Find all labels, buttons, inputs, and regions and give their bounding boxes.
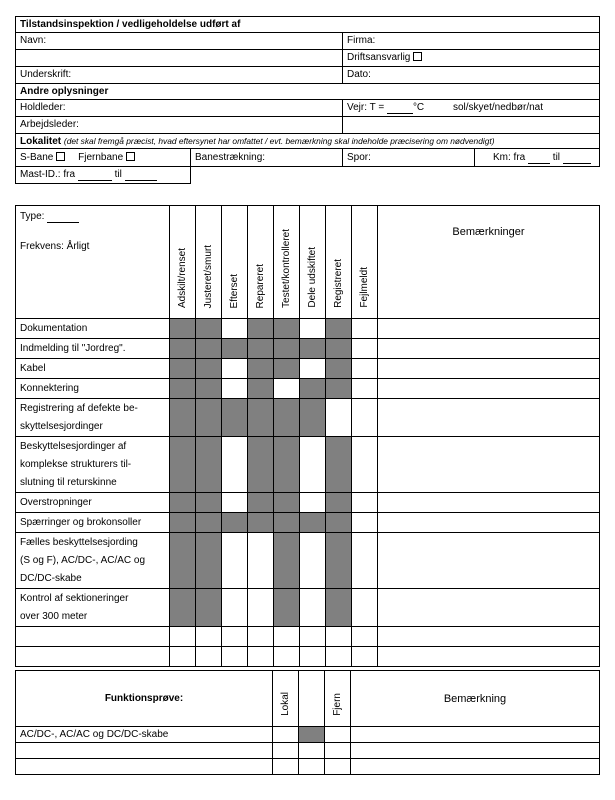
track-section-field[interactable]: [191, 149, 343, 167]
check-cell: [170, 513, 196, 533]
task-label-line: komplekse strukturers til-: [20, 458, 132, 470]
check-cell[interactable]: [196, 647, 222, 667]
check-cell[interactable]: [274, 379, 300, 399]
check-cell[interactable]: [352, 513, 378, 533]
check-cell[interactable]: [326, 647, 352, 667]
locality-label: Lokalitet: [20, 135, 62, 147]
remarks-cell[interactable]: [378, 589, 600, 627]
check-cell: [326, 359, 352, 379]
table-row: [16, 513, 600, 533]
check-cell: [248, 513, 274, 533]
task-label-line: slutning til returskinne: [20, 476, 117, 488]
task-label-cell: [16, 339, 170, 359]
task-label-cell: [16, 533, 170, 589]
function-test-label: [16, 743, 273, 759]
check-cell[interactable]: [299, 759, 325, 775]
column-header-label: Efterset: [228, 273, 240, 308]
task-label-line: Overstropninger: [20, 496, 92, 508]
function-test-header-row: [16, 671, 600, 727]
check-cell[interactable]: [248, 627, 274, 647]
check-cell[interactable]: [222, 319, 248, 339]
table-row: [16, 743, 600, 759]
team-leader-field[interactable]: [16, 100, 343, 117]
check-cell: [170, 533, 196, 589]
task-label-line: Dokumentation: [20, 322, 88, 334]
km-from-label: Km: fra: [493, 151, 526, 163]
table-row: [16, 759, 600, 775]
task-label-cell: [16, 399, 170, 437]
check-cell[interactable]: [300, 493, 326, 513]
check-cell: [248, 437, 274, 493]
function-test-table: [15, 670, 600, 775]
form-title: Tilstandsinspektion / vedligeholdelse udført af: [16, 17, 600, 33]
column-header-label: Testet/kontrolleret: [280, 229, 292, 308]
remarks-cell[interactable]: [351, 759, 600, 775]
operations-responsible-checkbox[interactable]: [413, 52, 422, 61]
check-cell[interactable]: [274, 647, 300, 667]
task-label-cell: [16, 319, 170, 339]
check-cell[interactable]: [325, 743, 351, 759]
task-label-cell: [16, 627, 170, 647]
check-cell: [300, 399, 326, 437]
s-bane-checkbox[interactable]: [56, 152, 65, 161]
function-remarks-header: Bemærkning: [351, 671, 600, 727]
remarks-header: Bemærkninger: [378, 206, 600, 319]
s-bane-label: S-Bane: [20, 151, 54, 163]
check-cell[interactable]: [300, 437, 326, 493]
remarks-cell[interactable]: [351, 743, 600, 759]
check-cell: [274, 513, 300, 533]
locality-note: (det skal fremgå præcist, hvad eftersynet har omfattet / evt. bemærkning skal indeholde præcisering om nødvendigt): [63, 135, 495, 146]
track-label: Spor:: [347, 151, 371, 163]
check-cell[interactable]: [300, 359, 326, 379]
check-cell: [222, 339, 248, 359]
check-cell: [274, 319, 300, 339]
table-row: [16, 359, 600, 379]
track-field[interactable]: [343, 149, 475, 167]
check-cell[interactable]: [326, 627, 352, 647]
check-cell[interactable]: [273, 727, 299, 743]
check-cell[interactable]: [248, 533, 274, 589]
check-cell[interactable]: [352, 647, 378, 667]
check-cell[interactable]: [352, 437, 378, 493]
work-manager-field-right[interactable]: [343, 117, 600, 134]
task-label-cell: [16, 647, 170, 667]
check-cell: [170, 319, 196, 339]
table-row: [16, 493, 600, 513]
date-field[interactable]: [343, 67, 600, 84]
check-cell: [248, 359, 274, 379]
check-cell[interactable]: [352, 359, 378, 379]
remarks-cell[interactable]: [378, 627, 600, 647]
track-section-label: Banestrækning:: [195, 151, 266, 163]
mast-to-blank[interactable]: [125, 171, 157, 181]
table-row: [16, 589, 600, 627]
task-label-line: Spærringer og brokonsoller: [20, 516, 142, 528]
remarks-cell[interactable]: [378, 533, 600, 589]
lokal-label: Lokal: [279, 692, 291, 716]
check-cell: [222, 399, 248, 437]
check-cell[interactable]: [299, 743, 325, 759]
task-label-cell: [16, 437, 170, 493]
remarks-cell[interactable]: [378, 437, 600, 493]
check-cell[interactable]: [352, 493, 378, 513]
check-cell[interactable]: [300, 589, 326, 627]
date-label: Dato:: [347, 69, 371, 80]
remarks-cell[interactable]: [378, 339, 600, 359]
km-from-blank[interactable]: [528, 154, 550, 164]
temperature-blank[interactable]: [387, 104, 413, 114]
table-row: [16, 379, 600, 399]
check-cell[interactable]: [222, 493, 248, 513]
weather-field[interactable]: [343, 100, 600, 117]
other-info-title: Andre oplysninger: [16, 84, 600, 100]
check-cell: [300, 513, 326, 533]
check-cell[interactable]: [300, 533, 326, 589]
check-cell: [170, 359, 196, 379]
task-label-cell: [16, 513, 170, 533]
km-field[interactable]: [475, 149, 600, 167]
inspection-header-form: [15, 16, 600, 184]
table-row: [16, 627, 600, 647]
task-label-cell: [16, 493, 170, 513]
check-cell[interactable]: [248, 589, 274, 627]
check-cell: [196, 379, 222, 399]
check-cell: [170, 339, 196, 359]
remarks-cell[interactable]: [378, 399, 600, 437]
check-cell: [170, 379, 196, 399]
column-header-label: Repareret: [254, 263, 266, 308]
task-label-line: Beskyttelsesjordinger af: [20, 440, 127, 452]
work-manager-field[interactable]: [16, 117, 343, 134]
remarks-cell[interactable]: [378, 513, 600, 533]
team-leader-label: Holdleder:: [20, 102, 66, 113]
column-header-label: Justeret/smurt: [202, 244, 214, 308]
task-label-line: Registrering af defekte be-: [20, 402, 138, 414]
remarks-cell[interactable]: [378, 319, 600, 339]
railway-type-field: [16, 149, 191, 167]
column-header-label: Adskilt/renset: [176, 247, 188, 308]
check-cell: [196, 589, 222, 627]
check-cell: [170, 399, 196, 437]
check-cell[interactable]: [196, 627, 222, 647]
task-label-line: over 300 meter: [20, 610, 88, 622]
remarks-cell[interactable]: [351, 727, 600, 743]
check-cell[interactable]: [222, 359, 248, 379]
check-cell: [196, 533, 222, 589]
fjern-label: Fjern: [331, 693, 343, 716]
name-label: Navn:: [20, 35, 47, 46]
table-row: [16, 727, 600, 743]
company-label: Firma:: [347, 35, 376, 46]
remarks-cell[interactable]: [378, 379, 600, 399]
col-header-spacer: [299, 671, 325, 727]
operations-responsible-label: Driftsansvarlig: [347, 52, 411, 63]
mast-from-blank[interactable]: [78, 171, 112, 181]
check-cell[interactable]: [352, 319, 378, 339]
check-cell: [274, 493, 300, 513]
task-label-line: skyttelsesjordinger: [20, 420, 103, 432]
table-row: [16, 437, 600, 493]
check-cell[interactable]: [352, 589, 378, 627]
fjernbane-checkbox[interactable]: [126, 152, 135, 161]
check-cell: [196, 399, 222, 437]
check-cell[interactable]: [274, 627, 300, 647]
check-cell[interactable]: [325, 759, 351, 775]
check-cell[interactable]: [300, 627, 326, 647]
check-cell: [248, 319, 274, 339]
col-header-lokal: [273, 671, 299, 727]
check-cell: [248, 493, 274, 513]
task-label-cell: [16, 359, 170, 379]
check-cell[interactable]: [300, 319, 326, 339]
check-cell: [274, 533, 300, 589]
check-cell[interactable]: [222, 437, 248, 493]
check-cell: [326, 437, 352, 493]
task-label-line: Kontrol af sektioneringer: [20, 592, 129, 604]
check-cell: [196, 319, 222, 339]
inspection-checklist-table: [15, 205, 600, 667]
col-header-1: [170, 206, 196, 319]
signature-label: Underskrift:: [20, 69, 72, 80]
check-cell: [300, 379, 326, 399]
task-label-line: DC/DC-skabe: [20, 572, 82, 584]
fjernbane-label: Fjernbane: [78, 151, 124, 163]
weather-options: sol/skyet/nedbør/nat: [452, 102, 543, 113]
check-cell[interactable]: [170, 647, 196, 667]
km-to-label: til: [552, 151, 561, 163]
operations-responsible-field: [343, 50, 600, 67]
check-cell[interactable]: [352, 339, 378, 359]
remarks-cell[interactable]: [378, 647, 600, 667]
col-header-7: [326, 206, 352, 319]
check-cell: [196, 513, 222, 533]
check-cell: [196, 339, 222, 359]
table-row: [16, 339, 600, 359]
function-test-label: AC/DC-, AC/AC og DC/DC-skabe: [16, 727, 273, 743]
check-cell[interactable]: [222, 627, 248, 647]
check-cell: [274, 437, 300, 493]
col-header-4: [248, 206, 274, 319]
check-cell[interactable]: [248, 647, 274, 667]
weather-unit: °C: [412, 102, 425, 113]
remarks-cell[interactable]: [378, 493, 600, 513]
weather-label: Vejr: T =: [347, 102, 385, 113]
check-cell: [196, 437, 222, 493]
check-cell: [326, 319, 352, 339]
mast-to-label: til: [114, 169, 122, 180]
task-label-line: Kabel: [20, 362, 46, 374]
check-cell: [300, 339, 326, 359]
type-blank[interactable]: [47, 213, 79, 223]
work-manager-label: Arbejdsleder:: [20, 119, 79, 130]
check-cell: [274, 399, 300, 437]
check-cell: [248, 379, 274, 399]
company-field[interactable]: [343, 33, 600, 50]
check-cell[interactable]: [352, 399, 378, 437]
col-header-6: [300, 206, 326, 319]
type-frequency-cell: [16, 206, 170, 319]
task-label-line: Indmelding til "Jordreg".: [20, 342, 126, 354]
check-cell[interactable]: [222, 647, 248, 667]
check-cell[interactable]: [273, 743, 299, 759]
column-header-label: Registreret: [332, 259, 344, 308]
table-row: [16, 319, 600, 339]
inspection-header-row: [16, 206, 600, 319]
check-cell: [170, 589, 196, 627]
km-to-blank[interactable]: [563, 154, 591, 164]
col-header-fjern: [325, 671, 351, 727]
column-header-label: Dele udskiftet: [306, 247, 318, 308]
col-header-3: [222, 206, 248, 319]
name-field-continued[interactable]: [16, 50, 343, 67]
col-header-2: [196, 206, 222, 319]
check-cell: [196, 493, 222, 513]
check-cell: [274, 359, 300, 379]
check-cell[interactable]: [325, 727, 351, 743]
task-label-line: Konnektering: [20, 382, 79, 394]
table-row: [16, 647, 600, 667]
check-cell[interactable]: [222, 379, 248, 399]
check-cell: [248, 339, 274, 359]
task-label-cell: [16, 379, 170, 399]
check-cell: [248, 399, 274, 437]
check-cell[interactable]: [352, 379, 378, 399]
table-row: [16, 399, 600, 437]
check-cell[interactable]: [300, 647, 326, 667]
check-cell: [326, 533, 352, 589]
function-test-label: [16, 759, 273, 775]
check-cell: [326, 339, 352, 359]
check-cell[interactable]: [222, 533, 248, 589]
check-cell: [274, 589, 300, 627]
locality-row: [16, 134, 600, 149]
check-cell: [170, 493, 196, 513]
check-cell: [274, 339, 300, 359]
type-label: Type:: [20, 211, 45, 222]
check-cell: [326, 589, 352, 627]
column-header-label: Fejlmeldt: [358, 267, 370, 308]
function-test-title: Funktionsprøve:: [16, 671, 273, 727]
signature-field[interactable]: [16, 67, 343, 84]
check-cell: [222, 513, 248, 533]
task-label-cell: [16, 589, 170, 627]
task-label-line: (S og F), AC/DC-, AC/AC og: [20, 554, 146, 566]
table-row: [16, 533, 600, 589]
mast-id-label: Mast-ID.: fra: [20, 169, 76, 180]
check-cell: [170, 437, 196, 493]
check-cell: [326, 513, 352, 533]
frequency-label: Frekvens: Årligt: [20, 241, 90, 252]
check-cell: [299, 727, 325, 743]
check-cell[interactable]: [352, 627, 378, 647]
check-cell[interactable]: [326, 399, 352, 437]
task-label-line: Fælles beskyttelsesjording: [20, 536, 138, 548]
col-header-8: [352, 206, 378, 319]
remarks-cell[interactable]: [378, 359, 600, 379]
check-cell: [326, 493, 352, 513]
check-cell[interactable]: [352, 533, 378, 589]
check-cell[interactable]: [222, 589, 248, 627]
check-cell[interactable]: [273, 759, 299, 775]
check-cell: [326, 379, 352, 399]
mast-id-field[interactable]: [16, 167, 191, 184]
name-field[interactable]: [16, 33, 343, 50]
col-header-5: [274, 206, 300, 319]
check-cell: [196, 359, 222, 379]
check-cell[interactable]: [170, 627, 196, 647]
